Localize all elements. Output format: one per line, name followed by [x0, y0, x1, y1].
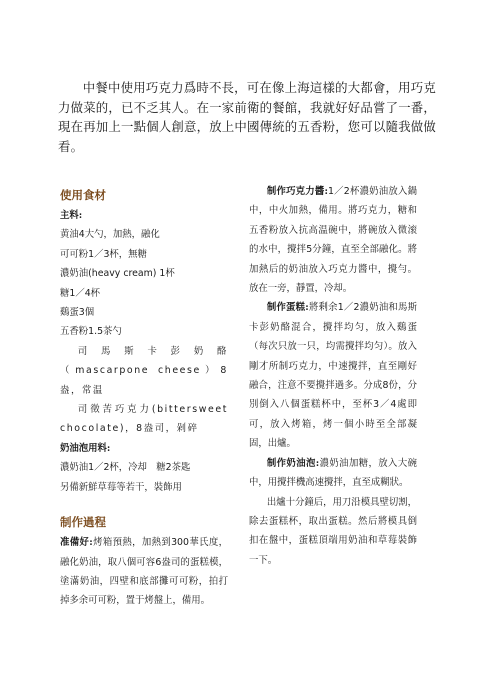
serve-step: 出爐十分鐘后，用刀沿模具壁切割，除去蛋糕杯，取出蛋糕。然后將模具倒扣在盤中，蛋糕頂端用奶油和草莓裝飾一下。: [249, 496, 417, 566]
cream-text: 濃奶油加糖，放入大碗中，用攪拌機高速攪拌，直至成糊狀。: [249, 457, 417, 489]
ingredient-item: 司馬斯卡彭奶酪（mascarpone cheese）8盎，常温: [60, 345, 228, 396]
prep-step: [60, 533, 228, 611]
cake-label: 制作蛋糕:: [266, 302, 309, 314]
cream-ingredients-label: 奶油泡用料:: [60, 442, 111, 454]
main-ingredients-label: 主料:: [60, 210, 83, 221]
ingredient-item: 可可粉1／3杯，無糖: [60, 248, 147, 260]
ingredient-item: 黄油4大勺，加熱，融化: [60, 229, 160, 241]
ingredient-item: 鷄蛋3個: [60, 307, 95, 319]
ingredient-item: 濃奶油1／2杯，冷却 糖2茶匙: [60, 462, 191, 474]
prep-text: 烤箱預熱，加熱到300華氏度，融化奶油，取八個可容6盎司的蛋糕模，塗滿奶油，四壁和底部攤可可粉，拍打掉多余可可粉，置于烤盤上，備用。: [60, 537, 228, 607]
prep-label: 准備好:: [60, 537, 93, 549]
cream-step: [249, 454, 417, 493]
cake-step: [249, 298, 417, 453]
sauce-text: 1／2杯濃奶油放入鍋中，中火加熱，備用。將巧克力，糖和五香粉放入抗高温碗中，將碗放入微滚的水中，攪拌5分鐘，直至全部融化。將加熱后的奶油放入巧克力醬中，攪勻。放在一旁，靜置，冷却。: [249, 186, 417, 295]
cream-label: 制作奶油泡:: [266, 457, 320, 469]
intro-paragraph: 中餐中使用巧克力爲時不長，可在像上海這樣的大都會，用巧克力做菜的，已不乏其人。在一家前衛的餐館，我就好好品嘗了一番，現在再加上一點個人創意，放上中國傳統的五香粉，您可以隨我做做看。: [58, 80, 436, 154]
ingredient-item: 另備新鮮草莓等若干，裝飾用: [60, 481, 182, 493]
process-heading: 制作過程: [60, 515, 106, 530]
sauce-step: [249, 182, 417, 298]
ingredients-heading: 使用食材: [60, 188, 106, 202]
left-column: [60, 184, 228, 611]
ingredient-item: 濃奶油(heavy cream) 1杯: [60, 268, 175, 280]
sauce-label: 制作巧克力醬:: [266, 186, 328, 197]
ingredient-item: 五香粉1.5茶勺: [60, 326, 122, 338]
ingredient-item: 糖1／4杯: [60, 287, 101, 299]
cake-text: 將剩余1／2濃奶油和馬斯卡彭奶酪混合，攪拌均匀，放入鷄蛋（每次只放一只，均需攪拌均匀）。放入剛才所制巧克力，中速攪拌，直至剛好融合，注意不要攪拌過多。分成8份，分別倒入八個蛋糕杯中，至杯3／4處即可，放入烤箱，烤一個小時至全部凝固，出爐。: [249, 302, 417, 450]
right-column: [249, 182, 417, 570]
ingredient-item: 司徵苦巧克力(bittersweet chocolate)，8盎司，剁碎: [60, 404, 228, 435]
